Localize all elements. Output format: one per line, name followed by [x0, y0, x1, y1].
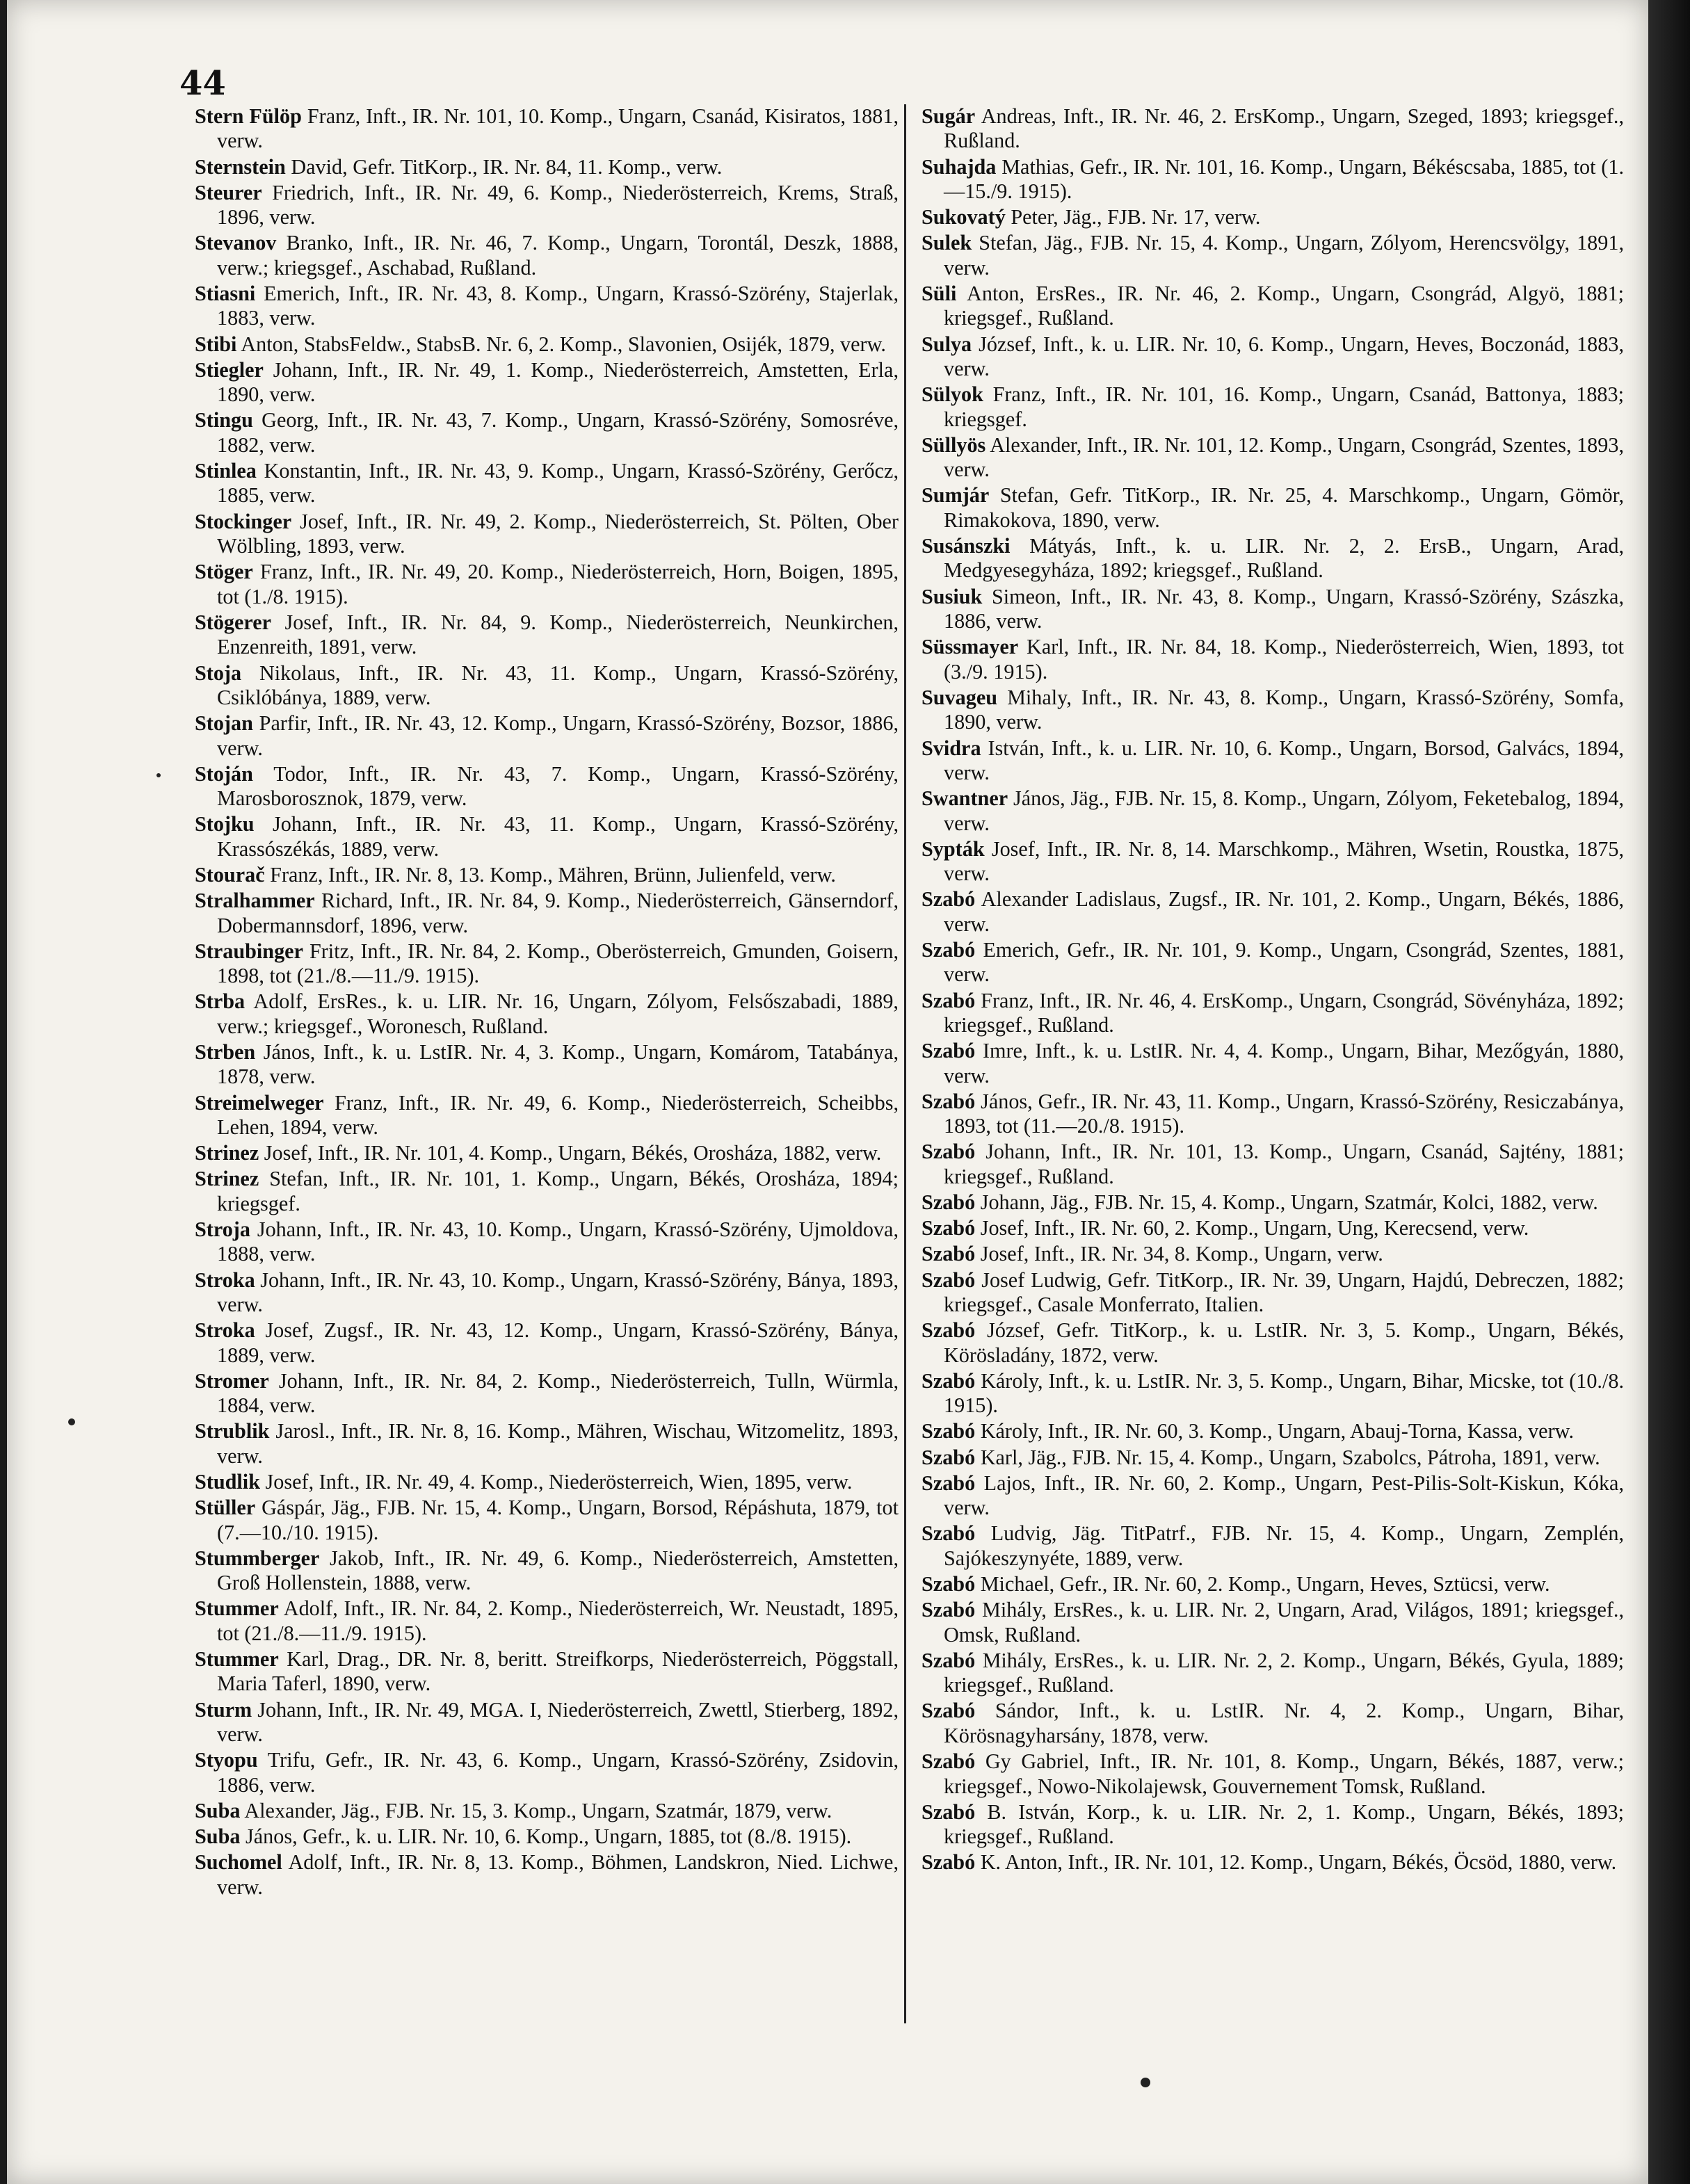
entry-details: Johann, Inft., IR. Nr. 43, 11. Komp., Ungarn, Krassó-Szörény, Krassószékás, 1889, verw.	[217, 812, 899, 861]
entry-details: Karl, Drag., DR. Nr. 8, beritt. Streifkorps, Niederösterreich, Pöggstall, Maria Taferl, 1890, verw.	[217, 1647, 899, 1696]
register-entry	[922, 1749, 1624, 1799]
register-entry	[195, 1698, 899, 1747]
entry-details: Lajos, Inft., IR. Nr. 60, 2. Komp., Ungarn, Pest-Pilis-Solt-Kiskun, Kóka, verw.	[944, 1471, 1624, 1520]
entry-surname: Szabó	[922, 1749, 976, 1774]
entry-surname: Strublik	[195, 1419, 270, 1443]
register-entry	[195, 459, 899, 508]
register-entry	[922, 837, 1624, 887]
register-entry	[195, 711, 899, 761]
register-entry	[195, 1091, 899, 1140]
entry-details: Gy Gabriel, Inft., IR. Nr. 101, 8. Komp., Ungarn, Békés, 1887, verw.; kriegsgef., Nowo-Nikolajewsk, Gouvernement Tomsk, Rußland.	[944, 1749, 1624, 1798]
register-entry	[195, 812, 899, 862]
entry-details: Franz, Inft., IR. Nr. 101, 10. Komp., Ungarn, Csanád, Kisiratos, 1881, verw.	[217, 104, 899, 153]
entry-details: Mathias, Gefr., IR. Nr. 101, 16. Komp., Ungarn, Békéscsaba, 1885, tot (1.—15./9. 1915).	[944, 154, 1624, 204]
register-entry	[195, 610, 899, 660]
entry-surname: Szabó	[922, 1368, 976, 1393]
entry-details: Karl, Jäg., FJB. Nr. 15, 4. Komp., Ungarn, Szabolcs, Pátroha, 1891, verw.	[980, 1445, 1600, 1469]
entry-details: Alexander, Inft., IR. Nr. 101, 12. Komp., Ungarn, Csongrád, Szentes, 1893, verw.	[944, 432, 1624, 482]
entry-details: János, Gefr., IR. Nr. 43, 11. Komp., Ungarn, Krassó-Szörény, Resiczabánya, 1893, tot (11.—20./8. 1915).	[944, 1089, 1624, 1138]
entry-surname: Szabó	[922, 1039, 976, 1063]
entry-details: Josef, Inft., IR. Nr. 84, 9. Komp., Niederösterreich, Neunkirchen, Enzenreith, 1891, verw.	[217, 610, 899, 659]
register-entry	[195, 1040, 899, 1090]
entry-surname: Susánszki	[922, 534, 1011, 558]
scanned-page	[7, 0, 1648, 2184]
entry-details: Johann, Inft., IR. Nr. 43, 10. Komp., Ungarn, Krassó-Szörény, Bánya, 1893, verw.	[217, 1268, 899, 1317]
register-entry	[195, 989, 899, 1039]
register-entry	[922, 989, 1624, 1038]
register-entry	[922, 736, 1624, 786]
entry-surname: Stojku	[195, 812, 255, 836]
entry-details: Adolf, Inft., IR. Nr. 8, 13. Komp., Böhmen, Landskron, Nied. Lichwe, verw.	[217, 1850, 899, 1899]
register-entry	[195, 282, 899, 331]
register-entry	[195, 155, 899, 179]
ink-speck	[156, 773, 161, 777]
entry-surname: Steurer	[195, 180, 262, 204]
register-entry	[922, 1039, 1624, 1088]
entry-surname: Szabó	[922, 1521, 976, 1546]
register-entry	[922, 1521, 1624, 1571]
entry-details: János, Inft., k. u. LstIR. Nr. 4, 3. Komp., Ungarn, Komárom, Tatabánya, 1878, verw.	[217, 1040, 899, 1089]
entry-details: József, Inft., k. u. LIR. Nr. 10, 6. Komp., Ungarn, Heves, Boczonád, 1883, verw.	[944, 332, 1624, 381]
register-entry	[922, 534, 1624, 583]
entry-details: B. István, Korp., k. u. LIR. Nr. 2, 1. Komp., Ungarn, Békés, 1893; kriegsgef., Rußland.	[944, 1799, 1624, 1849]
entry-surname: Sulek	[922, 231, 972, 255]
entry-details: Johann, Inft., IR. Nr. 101, 13. Komp., Ungarn, Csanád, Sajtény, 1881; kriegsgef., Rußland.	[944, 1140, 1624, 1188]
entry-details: Mihály, ErsRes., k. u. LIR. Nr. 2, 2. Komp., Ungarn, Békés, Gyula, 1889; kriegsgef., Rußland.	[944, 1648, 1624, 1697]
entry-surname: Strba	[195, 989, 246, 1014]
register-entry	[195, 181, 899, 230]
entry-details: Josef, Inft., IR. Nr. 8, 14. Marschkomp., Mähren, Wsetin, Roustka, 1875, verw.	[944, 836, 1624, 886]
register-entry	[922, 1318, 1624, 1368]
register-entry	[922, 205, 1624, 229]
entry-details: Friedrich, Inft., IR. Nr. 49, 6. Komp., Niederösterreich, Krems, Straß, 1896, verw.	[217, 180, 899, 229]
entry-surname: Stüller	[195, 1496, 256, 1520]
register-entry	[922, 1090, 1624, 1139]
entry-surname: Süllyös	[922, 432, 986, 457]
entry-surname: Stroka	[195, 1268, 255, 1292]
entry-surname: Sternstein	[195, 154, 286, 179]
entry-surname: Suba	[195, 1825, 241, 1849]
entry-surname: Süli	[922, 282, 957, 306]
entry-details: Georg, Inft., IR. Nr. 43, 7. Komp., Ungarn, Krassó-Szörény, Somosréve, 1882, verw.	[217, 408, 899, 457]
register-entry	[922, 1850, 1624, 1875]
register-entry	[922, 433, 1624, 483]
entry-surname: Stroja	[195, 1218, 250, 1241]
entry-surname: Stern Fülöp	[195, 104, 302, 128]
left-column	[195, 104, 899, 2058]
entry-surname: Szabó	[922, 1216, 976, 1240]
register-entry	[195, 1748, 899, 1797]
entry-surname: Szabó	[922, 1445, 976, 1469]
entry-details: Josef, Inft., IR. Nr. 49, 4. Komp., Niederösterreich, Wien, 1895, verw.	[265, 1470, 853, 1494]
entry-surname: Szabó	[922, 937, 976, 962]
entry-details: K. Anton, Inft., IR. Nr. 101, 12. Komp., Ungarn, Békés, Öcsöd, 1880, verw.	[980, 1850, 1617, 1875]
register-entry	[195, 1596, 899, 1646]
page-number: 44	[179, 64, 226, 103]
entry-details: Ludvig, Jäg. TitPatrf., FJB. Nr. 15, 4. Komp., Ungarn, Zemplén, Sajókeszynyéte, 1889, verw.	[944, 1521, 1624, 1570]
entry-details: Johann, Inft., IR. Nr. 84, 2. Komp., Niederösterreich, Tulln, Würmla, 1884, verw.	[217, 1368, 899, 1418]
entry-details: Josef, Inft., IR. Nr. 60, 2. Komp., Ungarn, Ung, Kerecsend, verw.	[980, 1216, 1529, 1240]
entry-surname: Suba	[195, 1798, 241, 1822]
register-entry	[922, 1216, 1624, 1240]
entry-details: Mátyás, Inft., k. u. LIR. Nr. 2, 2. ErsB., Ungarn, Arad, Medgyesegyháza, 1892; kriegsgef., Rußland.	[944, 534, 1624, 583]
register-entry	[922, 282, 1624, 331]
entry-surname: Streimelweger	[195, 1090, 324, 1115]
entry-details: Josef, Inft., IR. Nr. 49, 2. Komp., Niederösterreich, St. Pölten, Ober Wölbling, 1893, verw.	[217, 509, 899, 558]
register-entry	[922, 1140, 1624, 1189]
register-entry	[195, 560, 899, 609]
entry-surname: Szabó	[922, 1699, 976, 1723]
entry-surname: Sypták	[922, 836, 985, 861]
register-entry	[922, 1369, 1624, 1418]
register-entry	[195, 1419, 899, 1469]
entry-surname: Suhajda	[922, 154, 997, 179]
entry-details: Alexander Ladislaus, Zugsf., IR. Nr. 101, 2. Komp., Ungarn, Békés, 1886, verw.	[944, 887, 1624, 936]
entry-surname: Stoján	[195, 761, 253, 786]
entry-details: Emerich, Inft., IR. Nr. 43, 8. Komp., Ungarn, Krassó-Szörény, Stajerlak, 1883, verw.	[217, 282, 899, 330]
register-entry	[922, 585, 1624, 634]
entry-surname: Stralhammer	[195, 889, 315, 913]
entry-details: Johann, Inft., IR. Nr. 49, 1. Komp., Niederösterreich, Amstetten, Erla, 1890, verw.	[217, 357, 899, 407]
entry-details: Josef Ludwig, Gefr. TitKorp., IR. Nr. 39, Ungarn, Hajdú, Debreczen, 1882; kriegsgef., Casale Monferrato, Italien.	[944, 1268, 1624, 1317]
entry-details: Sándor, Inft., k. u. LstIR. Nr. 4, 2. Komp., Ungarn, Bihar, Körösnagyharsány, 1878, verw.	[944, 1699, 1624, 1747]
entry-details: Jarosl., Inft., IR. Nr. 8, 16. Komp., Mähren, Wischau, Witzomelitz, 1893, verw.	[217, 1419, 899, 1468]
register-entry	[195, 889, 899, 938]
entry-surname: Sukovatý	[922, 205, 1006, 229]
register-entry	[195, 1167, 899, 1216]
register-entry	[195, 1369, 899, 1418]
entry-surname: Szabó	[922, 887, 976, 912]
register-entry	[195, 332, 899, 357]
register-entry	[922, 1471, 1624, 1521]
entry-details: Franz, Inft., IR. Nr. 49, 6. Komp., Niederösterreich, Scheibbs, Lehen, 1894, verw.	[217, 1090, 899, 1139]
register-entry	[922, 1446, 1624, 1470]
entry-surname: Stöger	[195, 560, 253, 584]
entry-details: Stefan, Jäg., FJB. Nr. 15, 4. Komp., Ungarn, Zólyom, Herencsvölgy, 1891, verw.	[944, 231, 1624, 280]
entry-surname: Szabó	[922, 1648, 976, 1672]
entry-surname: Stummberger	[195, 1546, 320, 1570]
entry-surname: Swantner	[922, 786, 1008, 811]
entry-details: Franz, Inft., IR. Nr. 101, 16. Komp., Ungarn, Csanád, Battonya, 1883; kriegsgef.	[944, 382, 1624, 431]
entry-details: József, Gefr. TitKorp., k. u. LstIR. Nr. 3, 5. Komp., Ungarn, Békés, Körösladány, 1872, verw.	[944, 1318, 1624, 1367]
entry-details: Anton, ErsRes., IR. Nr. 46, 2. Komp., Ungarn, Csongrád, Algyö, 1881; kriegsgef., Rußland.	[944, 282, 1624, 330]
entry-surname: Stromer	[195, 1368, 269, 1393]
entry-surname: Szabó	[922, 1089, 976, 1113]
register-entry	[922, 382, 1624, 432]
right-column	[922, 104, 1624, 2058]
register-entry	[922, 1572, 1624, 1596]
ink-speck	[68, 1418, 75, 1425]
register-entry	[195, 104, 899, 154]
entry-surname: Stroka	[195, 1318, 255, 1343]
entry-surname: Susiuk	[922, 584, 983, 608]
entry-surname: Stinlea	[195, 459, 257, 483]
entry-details: Richard, Inft., IR. Nr. 84, 9. Komp., Niederösterreich, Gänserndorf, Dobermannsdorf, 1896, verw.	[217, 889, 899, 937]
entry-details: Konstantin, Inft., IR. Nr. 43, 9. Komp., Ungarn, Krassó-Szörény, Gerőcz, 1885, verw.	[217, 459, 899, 508]
entry-surname: Stiasni	[195, 282, 256, 306]
entry-details: Michael, Gefr., IR. Nr. 60, 2. Komp., Ungarn, Heves, Sztücsi, verw.	[980, 1572, 1550, 1596]
register-entry	[195, 1218, 899, 1267]
entry-details: Nikolaus, Inft., IR. Nr. 43, 11. Komp., Ungarn, Krassó-Szörény, Csiklóbánya, 1889, verw.	[217, 661, 899, 709]
register-entry	[195, 939, 899, 989]
register-entry	[195, 1470, 899, 1494]
entry-surname: Stojan	[195, 711, 253, 736]
register-entry	[195, 1825, 899, 1849]
register-entry	[922, 686, 1624, 735]
entry-details: János, Gefr., k. u. LIR. Nr. 10, 6. Komp., Ungarn, 1885, tot (8./8. 1915).	[246, 1825, 852, 1849]
register-entry	[195, 661, 899, 711]
entry-details: Peter, Jäg., FJB. Nr. 17, verw.	[1011, 205, 1261, 229]
entry-surname: Stockinger	[195, 509, 292, 533]
register-entry	[922, 938, 1624, 987]
register-entry	[195, 762, 899, 811]
entry-surname: Szabó	[922, 1419, 976, 1443]
entry-details: Adolf, Inft., IR. Nr. 84, 2. Komp., Niederösterreich, Wr. Neustadt, 1895, tot (21./8.—11./9. 1915).	[217, 1596, 899, 1645]
register-entry	[195, 1496, 899, 1545]
entry-surname: Sugár	[922, 104, 976, 128]
entry-surname: Suvageu	[922, 685, 998, 709]
entry-surname: Szabó	[922, 1799, 976, 1824]
entry-details: Johann, Inft., IR. Nr. 43, 10. Komp., Ungarn, Krassó-Szörény, Ujmoldova, 1888, verw.	[217, 1218, 899, 1266]
entry-details: Stefan, Gefr. TitKorp., IR. Nr. 25, 4. Marschkomp., Ungarn, Gömör, Rimakokova, 1890, verw.	[944, 483, 1624, 532]
register-entry	[922, 332, 1624, 382]
entry-surname: Stummer	[195, 1596, 279, 1621]
entry-details: Alexander, Jäg., FJB. Nr. 15, 3. Komp., Ungarn, Szatmár, 1879, verw.	[244, 1798, 832, 1822]
register-entry	[922, 1649, 1624, 1698]
column-divider	[904, 104, 906, 2023]
register-entry	[922, 1190, 1624, 1215]
register-entry	[922, 1598, 1624, 1647]
entry-details: Simeon, Inft., IR. Nr. 43, 8. Komp., Ungarn, Krassó-Szörény, Szászka, 1886, verw.	[944, 584, 1624, 633]
entry-surname: Szabó	[922, 1242, 976, 1266]
register-entry	[922, 786, 1624, 836]
entry-details: Parfir, Inft., IR. Nr. 43, 12. Komp., Ungarn, Krassó-Szörény, Bozsor, 1886, verw.	[217, 711, 899, 760]
entry-surname: Suchomel	[195, 1850, 282, 1875]
entry-details: Emerich, Gefr., IR. Nr. 101, 9. Komp., Ungarn, Csongrád, Szentes, 1881, verw.	[944, 937, 1624, 987]
entry-surname: Studlik	[195, 1470, 260, 1494]
entry-surname: Sülyok	[922, 382, 983, 407]
register-entry	[922, 887, 1624, 937]
entry-details: David, Gefr. TitKorp., IR. Nr. 84, 11. Komp., verw.	[291, 154, 723, 179]
entry-details: Imre, Inft., k. u. LstIR. Nr. 4, 4. Komp., Ungarn, Bihar, Mezőgyán, 1880, verw.	[944, 1039, 1624, 1087]
entry-surname: Szabó	[922, 1471, 976, 1495]
entry-details: Stefan, Inft., IR. Nr. 101, 1. Komp., Ungarn, Békés, Orosháza, 1894; kriegsgef.	[217, 1167, 899, 1215]
register-entry	[922, 104, 1624, 154]
entry-surname: Szabó	[922, 1598, 976, 1622]
entry-details: Fritz, Inft., IR. Nr. 84, 2. Komp., Oberösterreich, Gmunden, Goisern, 1898, tot (21./8.—11./9. 1915).	[217, 939, 899, 988]
entry-details: Franz, Inft., IR. Nr. 49, 20. Komp., Niederösterreich, Horn, Boigen, 1895, tot (1./8. 1915).	[217, 560, 899, 608]
entry-details: Branko, Inft., IR. Nr. 46, 7. Komp., Ungarn, Torontál, Deszk, 1888, verw.; kriegsgef., Aschabad, Rußland.	[217, 231, 899, 280]
entry-details: Johann, Jäg., FJB. Nr. 15, 4. Komp., Ungarn, Szatmár, Kolci, 1882, verw.	[980, 1190, 1598, 1214]
entry-surname: Stourač	[195, 862, 265, 887]
entry-surname: Strinez	[195, 1167, 259, 1191]
register-entry	[922, 155, 1624, 204]
entry-details: István, Inft., k. u. LIR. Nr. 10, 6. Komp., Ungarn, Borsod, Galvács, 1894, verw.	[944, 736, 1624, 784]
scan-edge-right	[1648, 0, 1690, 2184]
register-entry	[922, 1268, 1624, 1318]
entry-details: Josef, Inft., IR. Nr. 34, 8. Komp., Ungarn, verw.	[980, 1242, 1383, 1266]
entry-details: Franz, Inft., IR. Nr. 8, 13. Komp., Mähren, Brünn, Julienfeld, verw.	[270, 862, 836, 887]
register-entry	[195, 1850, 899, 1900]
entry-surname: Szabó	[922, 1850, 976, 1875]
entry-surname: Strinez	[195, 1141, 259, 1165]
entry-surname: Sumjár	[922, 483, 990, 508]
register-entry	[195, 1141, 899, 1165]
entry-surname: Straubinger	[195, 939, 303, 963]
register-entry	[195, 510, 899, 559]
entry-details: Josef, Zugsf., IR. Nr. 43, 12. Komp., Ungarn, Krassó-Szörény, Bánya, 1889, verw.	[217, 1318, 899, 1367]
entry-surname: Stoja	[195, 661, 242, 685]
entry-surname: Szabó	[922, 1318, 976, 1343]
register-entry	[195, 408, 899, 458]
register-entry	[195, 1799, 899, 1823]
entry-surname: Süssmayer	[922, 635, 1019, 659]
entry-details: Mihály, ErsRes., k. u. LIR. Nr. 2, Ungarn, Arad, Világos, 1891; kriegsgef., Omsk, Rußland.	[944, 1598, 1624, 1647]
entry-surname: Szabó	[922, 1190, 976, 1214]
register-entry	[195, 1546, 899, 1596]
register-entry	[922, 635, 1624, 684]
ink-speck	[1141, 2078, 1150, 2087]
entry-details: Johann, Inft., IR. Nr. 49, MGA. I, Niederösterreich, Zwettl, Stierberg, 1892, verw.	[217, 1697, 899, 1747]
entry-surname: Stingu	[195, 408, 253, 432]
entry-surname: Svidra	[922, 736, 981, 760]
entry-details: Todor, Inft., IR. Nr. 43, 7. Komp., Ungarn, Krassó-Szörény, Marosborosznok, 1879, verw.	[217, 761, 899, 811]
register-entry	[195, 1268, 899, 1318]
entry-surname: Szabó	[922, 988, 976, 1012]
entry-surname: Stevanov	[195, 231, 277, 255]
register-entry	[922, 1419, 1624, 1443]
entry-surname: Strben	[195, 1040, 256, 1064]
entry-details: Jakob, Inft., IR. Nr. 49, 6. Komp., Niederösterreich, Amstetten, Groß Hollenstein, 1888, verw.	[217, 1546, 899, 1595]
entry-details: Károly, Inft., IR. Nr. 60, 3. Komp., Ungarn, Abauj-Torna, Kassa, verw.	[980, 1419, 1575, 1443]
entry-details: Mihaly, Inft., IR. Nr. 43, 8. Komp., Ungarn, Krassó-Szörény, Somfa, 1890, verw.	[944, 685, 1624, 734]
register-entry	[195, 1318, 899, 1368]
entry-details: Károly, Inft., k. u. LstIR. Nr. 3, 5. Komp., Ungarn, Bihar, Micske, tot (10./8. 1915).	[944, 1368, 1624, 1418]
entry-details: Adolf, ErsRes., k. u. LIR. Nr. 16, Ungarn, Zólyom, Felsőszabadi, 1889, verw.; kriegsgef., Woronesch, Rußland.	[217, 989, 899, 1038]
entry-surname: Stibi	[195, 332, 237, 356]
entry-details: János, Jäg., FJB. Nr. 15, 8. Komp., Ungarn, Zólyom, Feketebalog, 1894, verw.	[944, 786, 1624, 835]
entry-surname: Styopu	[195, 1748, 258, 1772]
entry-details: Franz, Inft., IR. Nr. 46, 4. ErsKomp., Ungarn, Csongrád, Sövényháza, 1892; kriegsgef., Rußland.	[944, 988, 1624, 1037]
register-entry	[922, 1242, 1624, 1266]
entry-surname: Sulya	[922, 332, 972, 356]
register-entry	[195, 231, 899, 280]
register-entry	[922, 1800, 1624, 1850]
entry-surname: Szabó	[922, 1140, 976, 1164]
entry-surname: Szabó	[922, 1572, 976, 1596]
entry-surname: Stiegler	[195, 357, 264, 382]
register-entry	[922, 231, 1624, 280]
entry-details: Anton, StabsFeldw., StabsB. Nr. 6, 2. Komp., Slavonien, Osijék, 1879, verw.	[241, 332, 886, 356]
register-entry	[195, 1647, 899, 1697]
register-entry	[195, 863, 899, 887]
entry-surname: Sturm	[195, 1697, 252, 1722]
entry-surname: Stögerer	[195, 610, 272, 634]
register-entry	[922, 1699, 1624, 1748]
entry-details: Josef, Inft., IR. Nr. 101, 4. Komp., Ungarn, Békés, Orosháza, 1882, verw.	[264, 1141, 882, 1165]
entry-details: Karl, Inft., IR. Nr. 84, 18. Komp., Niederösterreich, Wien, 1893, tot (3./9. 1915).	[944, 635, 1624, 683]
entry-details: Gáspár, Jäg., FJB. Nr. 15, 4. Komp., Ungarn, Borsod, Répáshuta, 1879, tot (7.—10./10. 1915).	[217, 1496, 899, 1544]
entry-details: Andreas, Inft., IR. Nr. 46, 2. ErsKomp., Ungarn, Szeged, 1893; kriegsgef., Rußland.	[944, 104, 1624, 153]
entry-details: Trifu, Gefr., IR. Nr. 43, 6. Komp., Ungarn, Krassó-Szörény, Zsidovin, 1886, verw.	[217, 1748, 899, 1797]
entry-surname: Szabó	[922, 1268, 976, 1292]
entry-surname: Stummer	[195, 1647, 279, 1672]
register-entry	[195, 358, 899, 407]
register-entry	[922, 483, 1624, 533]
